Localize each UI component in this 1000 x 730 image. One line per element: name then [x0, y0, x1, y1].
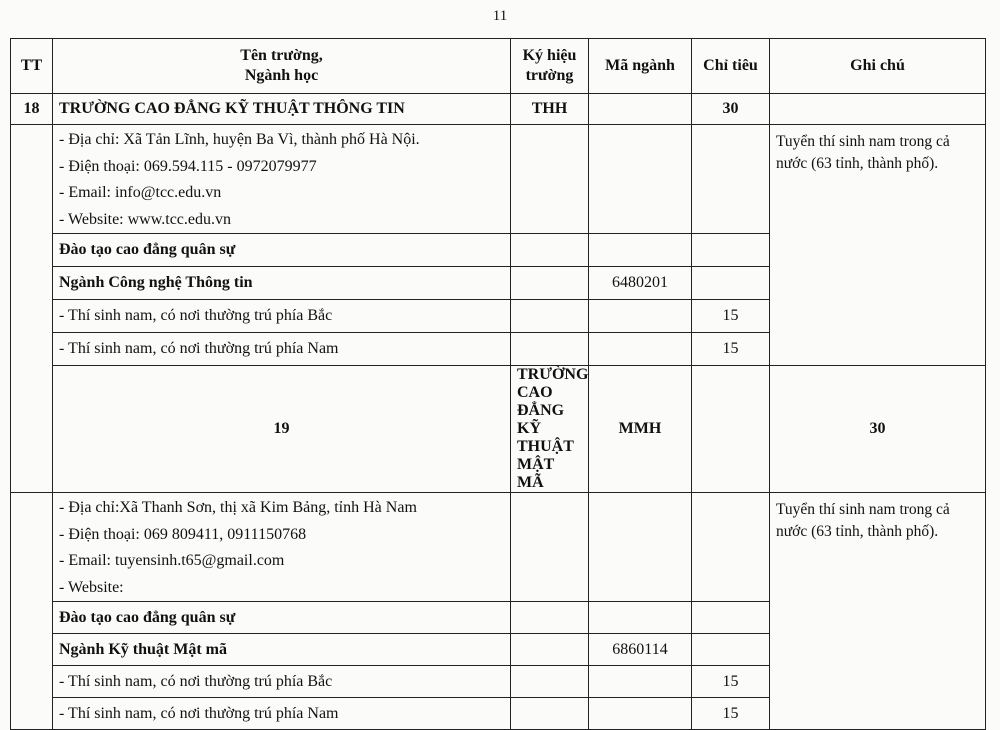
header-school-name: [53, 39, 511, 94]
school-tt: 18: [11, 94, 53, 125]
empty-cell: [511, 602, 589, 634]
school-contact-info: [53, 493, 511, 602]
quota-value: 15: [692, 300, 770, 333]
header-school-code: [511, 39, 589, 94]
header-name-line1: Tên trường,: [240, 47, 323, 64]
empty-cell: [692, 602, 770, 634]
empty-cell: [692, 234, 770, 267]
quota-label: - Thí sinh nam, có nơi thường trú phía Bắc: [53, 666, 511, 698]
school-tt: 19: [53, 366, 511, 493]
empty-cell: [589, 493, 692, 602]
quota-value: 15: [692, 698, 770, 730]
empty-cell: [511, 634, 589, 666]
header-note: Ghi chú: [770, 39, 986, 94]
school-info-row: [11, 125, 986, 234]
website-line: - Website:: [59, 578, 124, 596]
major-name: Ngành Kỹ thuật Mật mã: [53, 634, 511, 666]
school-name: TRƯỜNG CAO ĐẲNG KỸ THUẬT THÔNG TIN: [53, 94, 511, 125]
header-tt: TT: [11, 39, 53, 94]
empty-cell: [511, 698, 589, 730]
empty-cell: [511, 333, 589, 366]
school-note-empty: [770, 94, 986, 125]
school-code: MMH: [589, 366, 692, 493]
note-cell: [770, 493, 986, 730]
header-quota: Chỉ tiêu: [692, 39, 770, 94]
email-line: - Email: tuyensinh.t65@gmail.com: [59, 552, 285, 569]
header-name-line2: Ngành học: [244, 67, 319, 84]
major-code: 6480201: [589, 267, 692, 300]
note-cell: [770, 125, 986, 366]
empty-cell: [589, 698, 692, 730]
school-contact-info: [53, 125, 511, 234]
empty-cell: [511, 234, 589, 267]
school-code: THH: [511, 94, 589, 125]
header-code-line2: trường: [525, 67, 574, 84]
empty-cell: [511, 300, 589, 333]
quota-value: 15: [692, 333, 770, 366]
school-row: [11, 366, 986, 493]
address-line: - Địa chỉ: Xã Tản Lĩnh, huyện Ba Vì, thành phố Hà Nội.: [59, 131, 420, 148]
training-label: Đào tạo cao đẳng quân sự: [53, 234, 511, 267]
tt-empty-cell: [11, 493, 53, 730]
empty-cell: [589, 666, 692, 698]
empty-cell: [589, 234, 692, 267]
address-line: - Địa chỉ:Xã Thanh Sơn, thị xã Kim Bảng, tỉnh Hà Nam: [59, 499, 417, 516]
page-number: 11: [492, 8, 508, 24]
major-name: Ngành Công nghệ Thông tin: [53, 267, 511, 300]
school-major-code-empty: [589, 94, 692, 125]
quota-label: - Thí sinh nam, có nơi thường trú phía Nam: [53, 333, 511, 366]
school-info-row: [11, 493, 986, 602]
empty-cell: [511, 493, 589, 602]
training-label: Đào tạo cao đẳng quân sự: [53, 602, 511, 634]
phone-line: - Điện thoại: 069 809411, 0911150768: [59, 525, 307, 543]
header-major-code: Mã ngành: [589, 39, 692, 94]
school-quota: 30: [770, 366, 986, 493]
school-quota: 30: [692, 94, 770, 125]
empty-cell: [511, 666, 589, 698]
school-row: [11, 94, 986, 125]
quota-value: 15: [692, 666, 770, 698]
major-code: 6860114: [589, 634, 692, 666]
school-major-code-empty: [692, 366, 770, 493]
tt-empty-cell: [11, 125, 53, 493]
empty-cell: [692, 267, 770, 300]
empty-cell: [692, 493, 770, 602]
empty-cell: [692, 125, 770, 234]
admissions-table: [10, 38, 986, 730]
website-line: - Website: www.tcc.edu.vn: [59, 210, 231, 228]
header-code-line1: Ký hiệu: [522, 47, 577, 64]
school-name: TRƯỜNG CAO ĐẲNG KỸ THUẬT MẬT MÃ: [511, 366, 589, 493]
phone-line: - Điện thoại: 069.594.115 - 0972079977: [59, 157, 317, 175]
empty-cell: [589, 125, 692, 234]
note-text: Tuyển thí sinh nam trong cả nước (63 tỉnh, thành phố).: [776, 133, 950, 172]
empty-cell: [589, 333, 692, 366]
header-row: [11, 39, 986, 94]
empty-cell: [511, 125, 589, 234]
note-text: Tuyển thí sinh nam trong cả nước (63 tỉnh, thành phố).: [776, 501, 950, 540]
email-line: - Email: info@tcc.edu.vn: [59, 184, 222, 201]
empty-cell: [692, 634, 770, 666]
empty-cell: [589, 602, 692, 634]
empty-cell: [511, 267, 589, 300]
quota-label: - Thí sinh nam, có nơi thường trú phía Bắc: [53, 300, 511, 333]
quota-label: - Thí sinh nam, có nơi thường trú phía Nam: [53, 698, 511, 730]
empty-cell: [589, 300, 692, 333]
